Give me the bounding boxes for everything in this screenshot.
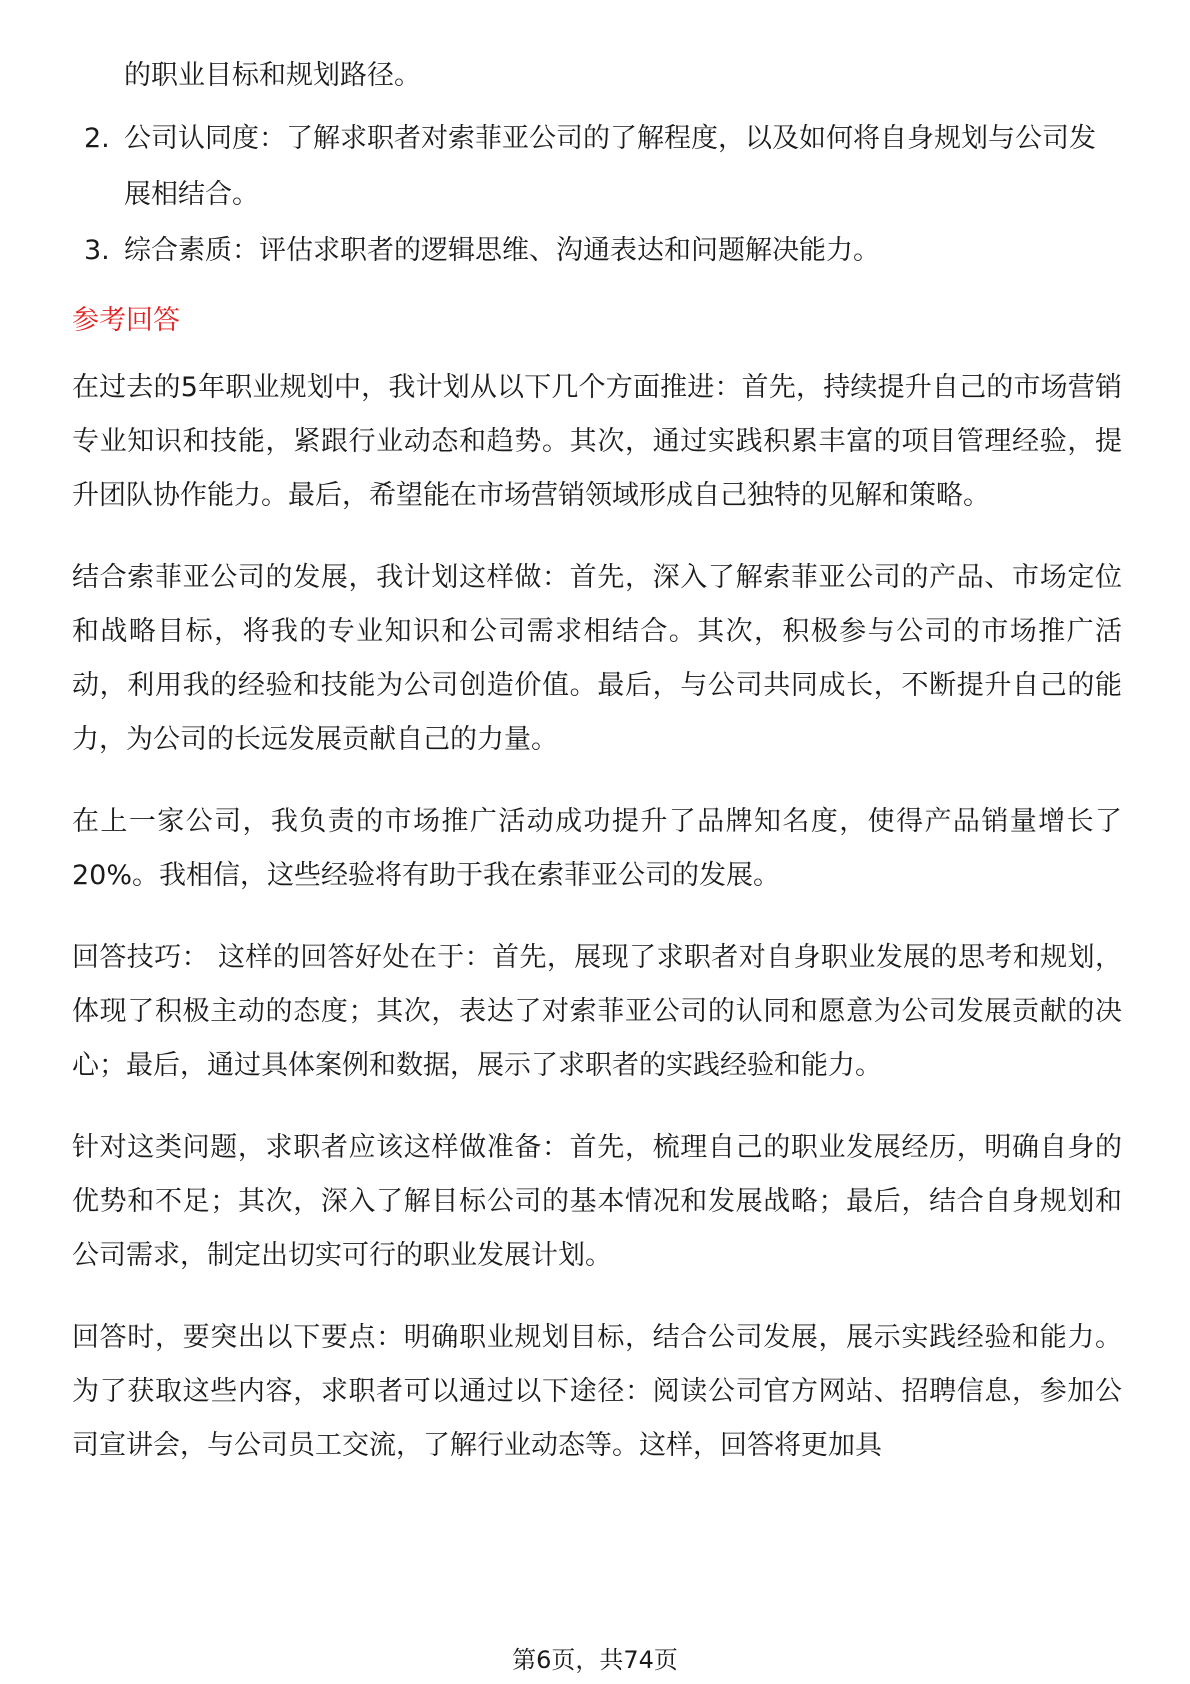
continuation-line: 的职业目标和规划路径。: [124, 60, 421, 91]
list-item-number: 3.: [84, 235, 110, 266]
paragraph: 针对这类问题，求职者应该这样做准备：首先，梳理自己的职业发展经历，明确自身的优势和不足；其次，深入了解目标公司的基本情况和发展战略；最后，结合自身规划和公司需求，制定出切实可行的职业发展计划。: [72, 1132, 1122, 1271]
list-item-number: 2.: [84, 123, 110, 154]
list-item-text: 综合素质：评估求职者的逻辑思维、沟通表达和问题解决能力。: [124, 235, 880, 266]
list-item-text: 公司认同度：了解求职者对索菲亚公司的了解程度，以及如何将自身规划与公司发展相结合。: [124, 123, 1096, 210]
numbered-list: [72, 111, 1122, 279]
section-title: 参考回答: [72, 305, 180, 336]
paragraph: 回答时，要突出以下要点：明确职业规划目标，结合公司发展，展示实践经验和能力。为了获取这些内容，求职者可以通过以下途径：阅读公司官方网站、招聘信息，参加公司宣讲会，与公司员工交流，了解行业动态等。这样，回答将更加具: [72, 1322, 1122, 1461]
list-item: [72, 111, 1122, 223]
page-content: [72, 55, 1122, 1501]
paragraph: 在上一家公司，我负责的市场推广活动成功提升了品牌知名度，使得产品销量增长了20%。我相信，这些经验将有助于我在索菲亚公司的发展。: [72, 806, 1122, 891]
paragraph: 回答技巧： 这样的回答好处在于：首先，展现了求职者对自身职业发展的思考和规划，体现了积极主动的态度；其次，表达了对索菲亚公司的认同和愿意为公司发展贡献的决心；最后，通过具体案例和数据，展示了求职者的实践经验和能力。: [72, 942, 1122, 1081]
paragraph: 在过去的5年职业规划中，我计划从以下几个方面推进：首先，持续提升自己的市场营销专业知识和技能，紧跟行业动态和趋势。其次，通过实践积累丰富的项目管理经验，提升团队协作能力。最后，希望能在市场营销领域形成自己独特的见解和策略。: [72, 372, 1122, 511]
list-item: [72, 223, 1122, 279]
page-footer: 第6页，共74页: [512, 1646, 678, 1674]
paragraph: 结合索菲亚公司的发展，我计划这样做：首先，深入了解索菲亚公司的产品、市场定位和战略目标，将我的专业知识和公司需求相结合。其次，积极参与公司的市场推广活动，利用我的经验和技能为公司创造价值。最后，与公司共同成长，不断提升自己的能力，为公司的长远发展贡献自己的力量。: [72, 562, 1122, 755]
